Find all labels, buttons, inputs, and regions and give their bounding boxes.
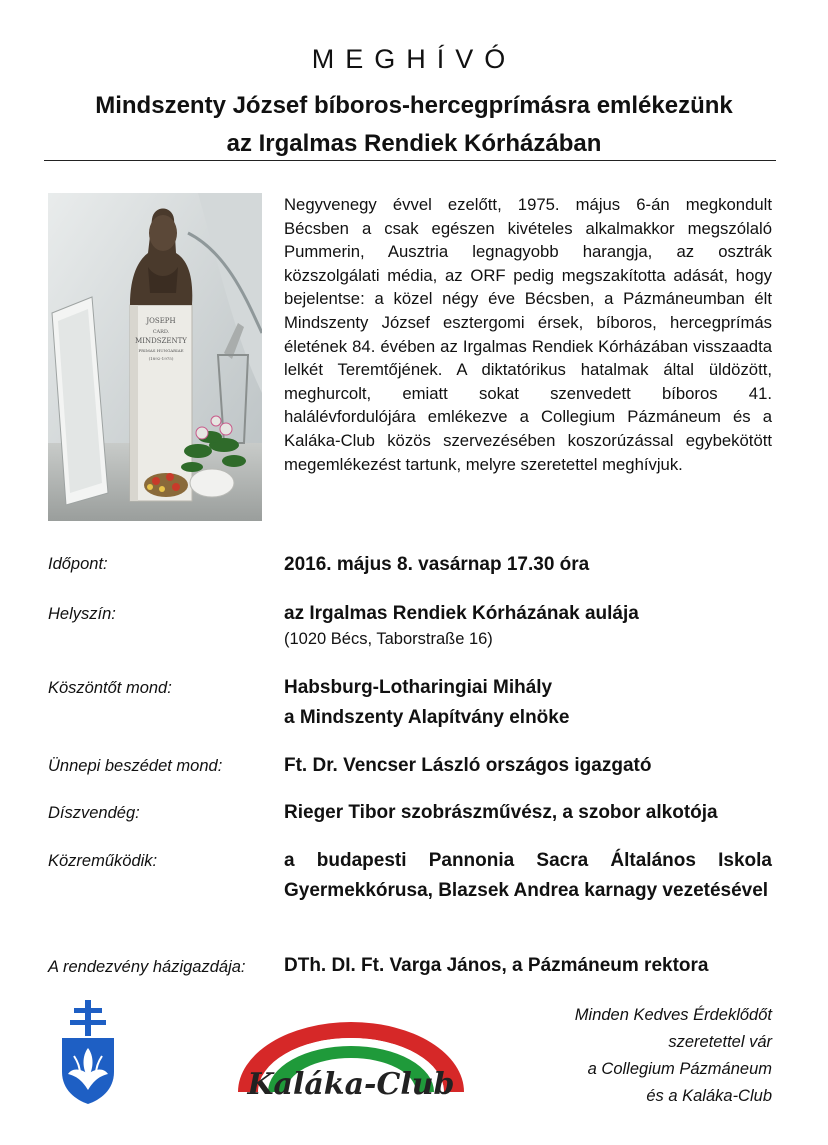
kalaka-club-logo — [222, 1014, 480, 1102]
greeting-label: Köszöntőt mond: — [48, 679, 172, 697]
closing-line-4: és a Kaláka-Club — [646, 1087, 772, 1105]
closing-line-3: a Collegium Pázmáneum — [587, 1060, 772, 1078]
closing-line-1: Minden Kedves Érdeklődőt — [574, 1006, 772, 1024]
plaque-line: CARD. — [152, 329, 170, 335]
greeting-speaker: Habsburg-Lotharingiai Mihály — [284, 677, 553, 698]
club-name: Kaláka-Club — [247, 1067, 455, 1102]
time-value: 2016. május 8. vasárnap 17.30 óra — [284, 554, 590, 575]
guest-value: Rieger Tibor szobrászművész, a szobor alkotója — [284, 802, 718, 823]
choir-label: Közreműködik: — [48, 852, 158, 870]
time-label: Időpont: — [48, 555, 108, 573]
page-title: MEGHÍVÓ — [311, 44, 517, 74]
place-address: (1020 Bécs, Taborstraße 16) — [284, 630, 493, 648]
subtitle-line-2: az Irgalmas Rendiek Kórházában — [226, 130, 602, 157]
place-value: az Irgalmas Rendiek Kórházának aulája — [284, 603, 639, 624]
subtitle-line-1: Mindszenty József bíboros-hercegprímásra emlékezünk — [95, 92, 733, 119]
choir-value: a budapesti Pannonia Sacra Általános Iskola Gyermekkórusa, Blazsek Andrea karnagy vezetésével — [284, 850, 772, 901]
host-value: DTh. DI. Ft. Varga János, a Pázmáneum rektora — [284, 955, 709, 976]
intro-paragraph: Negyvenegy évvel ezelőtt, 1975. május 6-án megkondult Bécsben a csak egészen kivételes alkalmakkor megszólaló Pummerin, Ausztria legnagyobb harangja, az osztrák közszolgálati média, az ORF pedig megszakította adását, hogy bejelentse: a közel négy éve Bécsben, a Pázmáneumban élt Mindszenty József esztergomi érsek, bíboros, hercegprímás életének 84. évében az Irgalmas Rendiek Kórházában visszaadta lelkét Teremtőjének. A diktatórikus hatalmak által üldözött, meghurcolt, emiatt sokat szenvedett bíboros 41. halálévfordulójára emlékezve a Collegium Pázmáneum és a Kaláka-Club közös szervezésében koszorúzással egybekötött megemlékezést tartunk, melyre szeretettel meghívjuk. — [284, 195, 772, 474]
double-cross-shield-icon — [58, 998, 118, 1106]
greeting-role: a Mindszenty Alapítvány elnöke — [284, 707, 570, 728]
closing-message — [500, 1002, 772, 1110]
plaque-line: PRIMAS HUNGARIAE — [138, 348, 184, 353]
place-label: Helyszín: — [48, 605, 116, 623]
speech-label: Ünnepi beszédet mond: — [48, 757, 223, 775]
speech-value: Ft. Dr. Vencser László országos igazgató — [284, 755, 652, 776]
title-divider — [44, 160, 776, 161]
plaque-line: JOSEPH — [146, 317, 176, 325]
bust-photo — [48, 193, 262, 521]
plaque-line: MINDSZENTY — [135, 337, 187, 345]
closing-line-2: szeretettel vár — [668, 1033, 772, 1051]
host-label: A rendezvény házigazdája: — [48, 958, 246, 976]
plaque-line: (1892-1975) — [148, 356, 174, 361]
guest-label: Díszvendég: — [48, 804, 140, 822]
